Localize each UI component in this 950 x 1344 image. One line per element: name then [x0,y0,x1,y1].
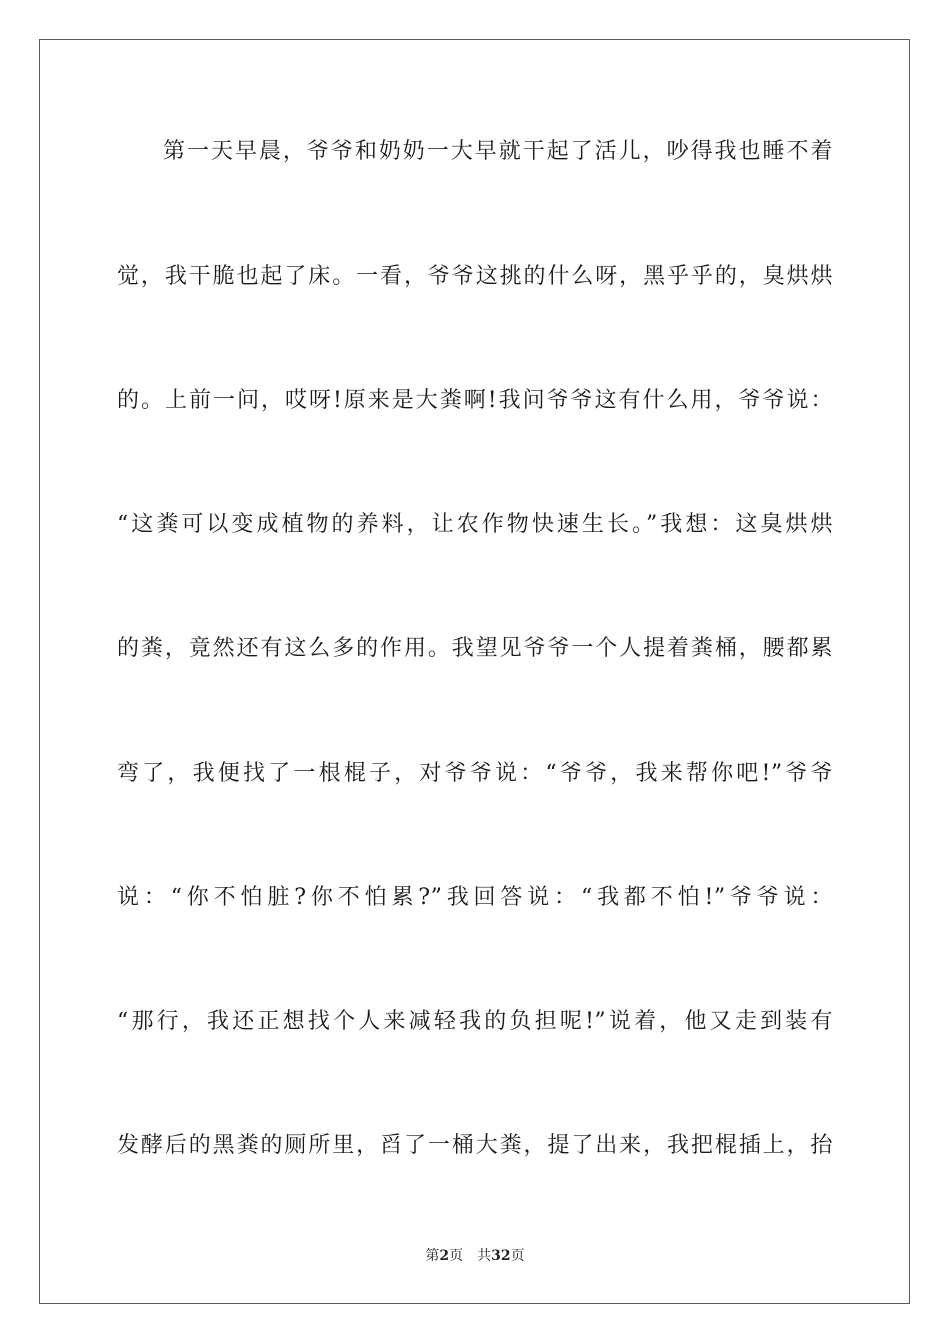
paragraph-line-8: “那行，我还正想找个人来减轻我的负担呢!”说着，他又走到装有 [117,1009,833,1034]
paragraph-line-7: 说：“你不怕脏?你不怕累?”我回答说：“我都不怕!”爷爷说： [117,885,833,910]
paragraph-line-4: “这粪可以变成植物的养料，让农作物快速生长。”我想：这臭烘烘 [117,512,833,537]
page-border [39,39,910,1304]
paragraph-line-2: 觉，我干脆也起了床。一看，爷爷这挑的什么呀，黑乎乎的，臭烘烘 [117,264,833,289]
page-label-prefix: 第 [425,1248,440,1264]
paragraph-line-3: 的。上前一问，哎呀!原来是大粪啊!我问爷爷这有什么用，爷爷说： [117,388,833,413]
page-label-suffix: 页 [449,1248,464,1264]
page-number: 2 [439,1248,450,1264]
total-label-prefix: 共 [477,1248,492,1264]
paragraph-line-9: 发酵后的黑粪的厕所里，舀了一桶大粪，提了出来，我把棍插上，抬 [117,1133,833,1158]
total-label-suffix: 页 [510,1248,525,1264]
page-footer [0,1246,950,1266]
total-pages: 32 [491,1248,511,1264]
paragraph-line-6: 弯了，我便找了一根棍子，对爷爷说：“爷爷，我来帮你吧!”爷爷 [117,761,833,786]
paragraph-line-5: 的粪，竟然还有这么多的作用。我望见爷爷一个人提着粪桶，腰都累 [117,636,833,661]
paragraph-line-1: 第一天早晨，爷爷和奶奶一大早就干起了活儿，吵得我也睡不着 [163,139,833,164]
